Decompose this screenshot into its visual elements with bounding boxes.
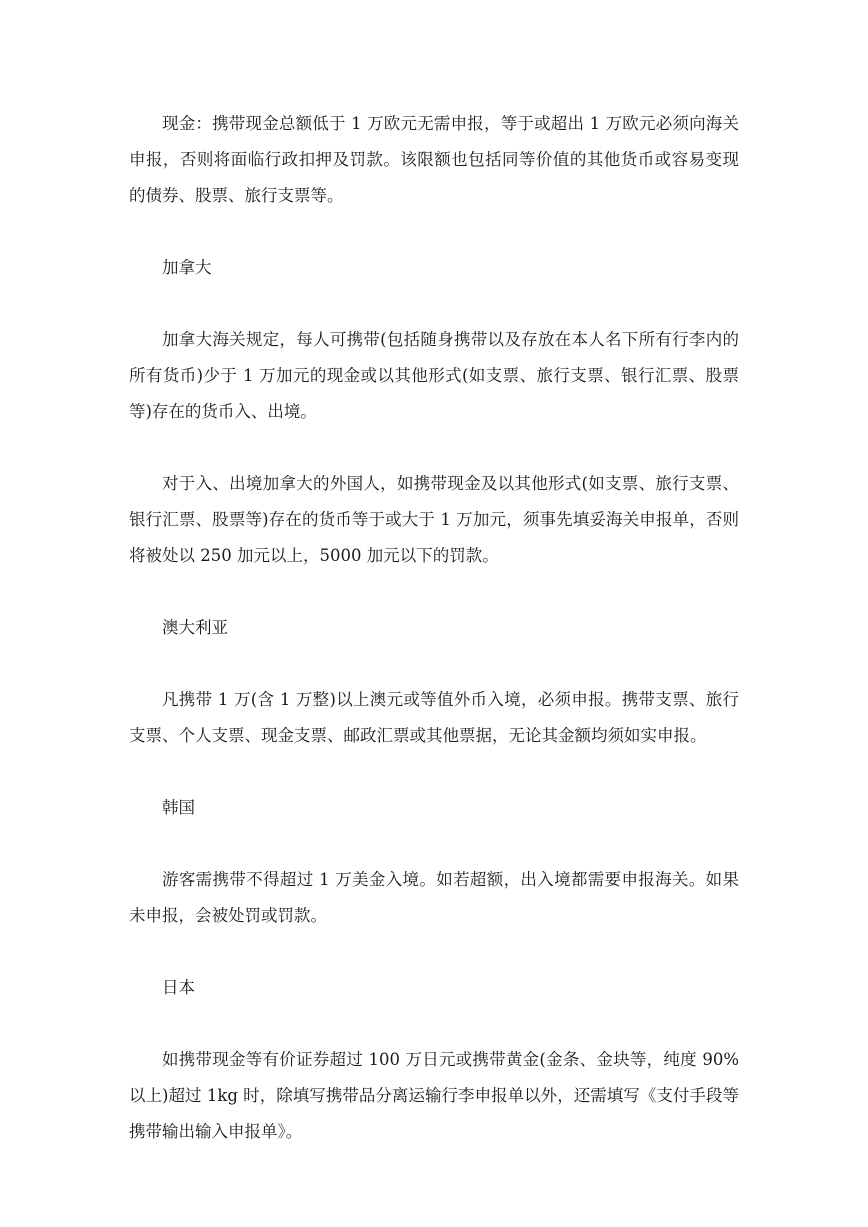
heading-australia: 澳大利亚 bbox=[162, 618, 228, 637]
heading-korea: 韩国 bbox=[162, 798, 195, 817]
paragraph-canada-foreigners: 对于入、出境加拿大的外国人，如携带现金及以其他形式(如支票、旅行支票、银行汇票、股票等)存在的货币等于或大于 1 万加元，须事先填妥海关申报单，否则将被处以 250 加元以上，5000 加元以下的罚款。 bbox=[129, 474, 739, 565]
heading-japan: 日本 bbox=[162, 978, 195, 997]
paragraph-korea-rule: 游客需携带不得超过 1 万美金入境。如若超额，出入境都需要申报海关。如果未申报，会被处罚或罚款。 bbox=[129, 870, 739, 925]
document-body bbox=[129, 106, 739, 1186]
paragraph-eu-cash: 现金：携带现金总额低于 1 万欧元无需申报，等于或超出 1 万欧元必须向海关申报，否则将面临行政扣押及罚款。该限额也包括同等价值的其他货币或容易变现的债券、股票、旅行支票等。 bbox=[129, 114, 739, 205]
paragraph-canada-rule: 加拿大海关规定，每人可携带(包括随身携带以及存放在本人名下所有行李内的所有货币)少于 1 万加元的现金或以其他形式(如支票、旅行支票、银行汇票、股票等)存在的货币入、出境。 bbox=[129, 330, 739, 421]
paragraph-japan-rule: 如携带现金等有价证券超过 100 万日元或携带黄金(金条、金块等，纯度 90%以上)超过 1kg 时，除填写携带品分离运输行李申报单以外，还需填写《支付手段等携带输出输入申报单》。 bbox=[129, 1050, 739, 1141]
heading-canada: 加拿大 bbox=[162, 258, 212, 277]
paragraph-australia-rule: 凡携带 1 万(含 1 万整)以上澳元或等值外币入境，必须申报。携带支票、旅行支票、个人支票、现金支票、邮政汇票或其他票据，无论其金额均须如实申报。 bbox=[129, 690, 739, 745]
